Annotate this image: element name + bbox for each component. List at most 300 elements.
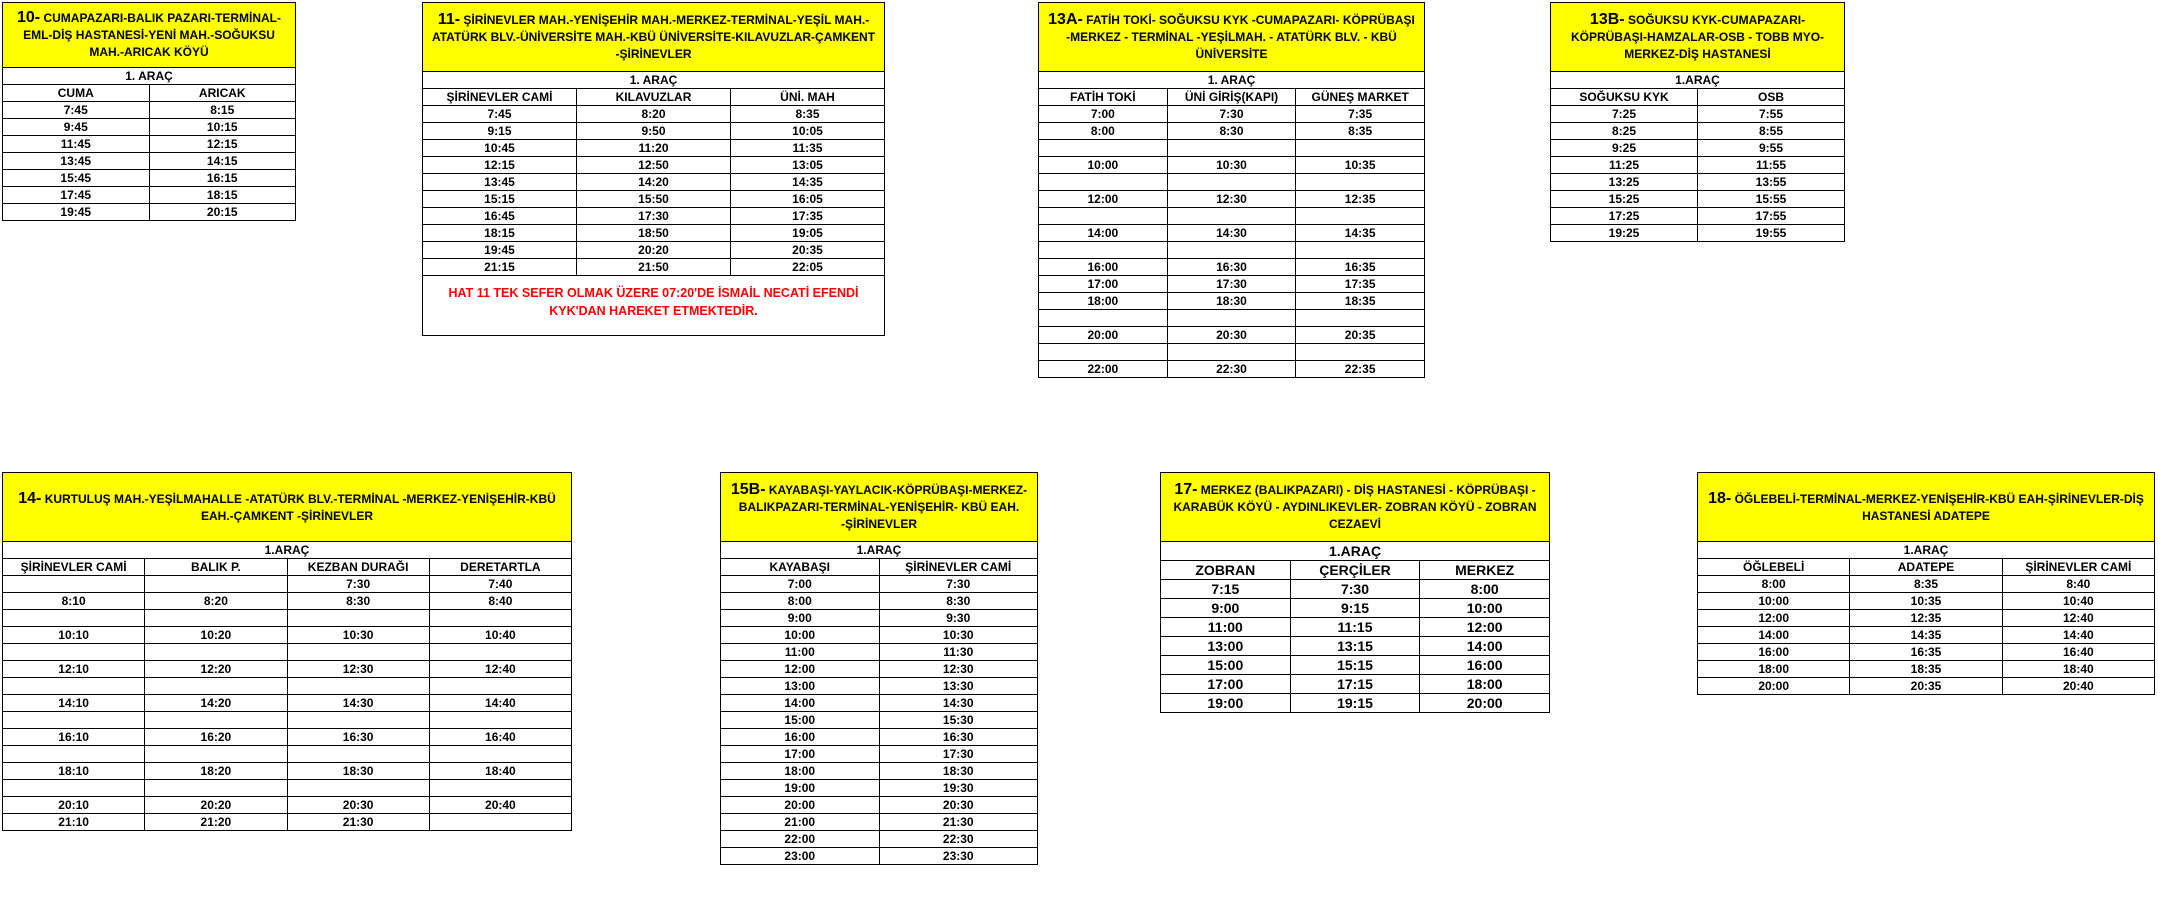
departure-time: 22:05: [731, 259, 885, 276]
table-row: [1039, 327, 1425, 344]
table-row: [721, 661, 1038, 678]
table-row: [3, 136, 296, 153]
table-row: [423, 259, 885, 276]
departure-time: 18:40: [429, 763, 571, 780]
table-row: [1039, 259, 1425, 276]
departure-time: 9:00: [1161, 599, 1291, 618]
table-row: [423, 174, 885, 191]
departure-time: 12:40: [429, 661, 571, 678]
schedule-15b: [720, 472, 1038, 865]
departure-time: 20:00: [1698, 678, 1850, 695]
table-row: [1698, 593, 2155, 610]
departure-time: [1039, 344, 1168, 361]
departure-time: 20:15: [149, 204, 296, 221]
table-row: [1698, 627, 2155, 644]
departure-time: [3, 576, 145, 593]
column-header: CUMA: [3, 85, 150, 102]
timetable: [2, 68, 296, 221]
departure-time: 9:00: [721, 610, 880, 627]
departure-time: 10:15: [149, 119, 296, 136]
departure-time: 14:20: [577, 174, 731, 191]
table-row: [1698, 661, 2155, 678]
column-header: ZOBRAN: [1161, 561, 1291, 580]
table-row: [3, 695, 572, 712]
departure-time: 18:15: [423, 225, 577, 242]
departure-time: 7:30: [879, 576, 1038, 593]
departure-time: [3, 712, 145, 729]
departure-time: 17:00: [1039, 276, 1168, 293]
table-row: [3, 170, 296, 187]
departure-time: 16:00: [1698, 644, 1850, 661]
departure-time: 12:10: [3, 661, 145, 678]
table-row: [423, 225, 885, 242]
departure-time: 8:40: [2002, 576, 2154, 593]
table-row: [423, 140, 885, 157]
departure-time: 14:40: [429, 695, 571, 712]
departure-time: 7:35: [1296, 106, 1425, 123]
departure-time: 12:30: [879, 661, 1038, 678]
table-row: [721, 627, 1038, 644]
departure-time: 14:30: [287, 695, 429, 712]
column-header-row: [1698, 559, 2155, 576]
departure-time: 19:45: [423, 242, 577, 259]
departure-time: [1167, 208, 1296, 225]
departure-time: 11:35: [731, 140, 885, 157]
departure-time: [145, 780, 287, 797]
vehicle-row: [1161, 542, 1550, 561]
departure-time: 18:35: [1850, 661, 2002, 678]
departure-time: 13:55: [1698, 174, 1845, 191]
departure-time: [145, 610, 287, 627]
departure-time: [429, 644, 571, 661]
departure-time: [1296, 310, 1425, 327]
vehicle-label: 1. ARAÇ: [3, 68, 296, 85]
departure-time: [1296, 344, 1425, 361]
departure-time: 15:45: [3, 170, 150, 187]
departure-time: 16:45: [423, 208, 577, 225]
departure-time: [1296, 208, 1425, 225]
table-row: [1161, 599, 1550, 618]
table-row: [721, 729, 1038, 746]
table-row: [3, 102, 296, 119]
departure-time: 10:30: [1167, 157, 1296, 174]
departure-time: 13:15: [1290, 637, 1420, 656]
departure-time: 18:50: [577, 225, 731, 242]
table-row: [1698, 610, 2155, 627]
timetable: [720, 542, 1038, 865]
departure-time: 10:35: [1296, 157, 1425, 174]
schedule-13b: [1550, 2, 1845, 242]
column-header-row: [1551, 89, 1845, 106]
departure-time: 17:45: [3, 187, 150, 204]
departure-time: 8:25: [1551, 123, 1698, 140]
table-row: [1161, 694, 1550, 713]
route-header: [2, 472, 572, 542]
departure-time: [287, 610, 429, 627]
departure-time: 14:35: [1850, 627, 2002, 644]
departure-time: 14:00: [1420, 637, 1550, 656]
table-row: [1039, 123, 1425, 140]
route-number: 10-: [17, 9, 41, 26]
departure-time: 13:25: [1551, 174, 1698, 191]
table-row: [1551, 157, 1845, 174]
departure-time: 8:35: [731, 106, 885, 123]
departure-time: 8:55: [1698, 123, 1845, 140]
schedule-18: [1697, 472, 2155, 695]
departure-time: 21:15: [423, 259, 577, 276]
column-header: ŞİRİNEVLER CAMİ: [3, 559, 145, 576]
departure-time: 10:20: [145, 627, 287, 644]
departure-time: 10:05: [731, 123, 885, 140]
departure-time: 18:10: [3, 763, 145, 780]
departure-time: [1296, 140, 1425, 157]
table-row: [721, 712, 1038, 729]
schedule-14: [2, 472, 572, 831]
route-number: 13A-: [1048, 11, 1083, 28]
departure-time: 17:30: [1167, 276, 1296, 293]
table-row: [3, 678, 572, 695]
vehicle-label: 1.ARAÇ: [1161, 542, 1550, 561]
table-row: [1161, 675, 1550, 694]
departure-time: 8:30: [287, 593, 429, 610]
departure-time: 10:40: [2002, 593, 2154, 610]
departure-time: [1296, 242, 1425, 259]
departure-time: 18:15: [149, 187, 296, 204]
table-row: [3, 153, 296, 170]
departure-time: [1167, 310, 1296, 327]
column-header: OSB: [1698, 89, 1845, 106]
departure-time: 21:20: [145, 814, 287, 831]
departure-time: 14:35: [1296, 225, 1425, 242]
departure-time: 14:00: [1039, 225, 1168, 242]
departure-time: [3, 780, 145, 797]
departure-time: 10:10: [3, 627, 145, 644]
table-row: [1161, 656, 1550, 675]
timetable: [422, 72, 885, 276]
table-row: [423, 208, 885, 225]
departure-time: 15:15: [1290, 656, 1420, 675]
departure-time: [3, 678, 145, 695]
table-row: [1039, 106, 1425, 123]
departure-time: 8:40: [429, 593, 571, 610]
departure-time: 11:00: [1161, 618, 1291, 637]
departure-time: 16:30: [287, 729, 429, 746]
departure-time: [145, 678, 287, 695]
table-row: [721, 746, 1038, 763]
departure-time: 12:35: [1296, 191, 1425, 208]
departure-time: 22:00: [1039, 361, 1168, 378]
departure-time: 18:20: [145, 763, 287, 780]
departure-time: 20:35: [1296, 327, 1425, 344]
column-header: BALIK P.: [145, 559, 287, 576]
departure-time: 11:30: [879, 644, 1038, 661]
departure-time: [1039, 310, 1168, 327]
departure-time: [145, 576, 287, 593]
table-row: [423, 106, 885, 123]
timetable: [1160, 542, 1550, 713]
column-header: FATİH TOKİ: [1039, 89, 1168, 106]
departure-time: 12:15: [423, 157, 577, 174]
vehicle-row: [423, 72, 885, 89]
departure-time: 12:30: [287, 661, 429, 678]
table-row: [1039, 157, 1425, 174]
departure-time: 12:15: [149, 136, 296, 153]
schedule-17: [1160, 472, 1550, 713]
departure-time: 20:10: [3, 797, 145, 814]
table-row: [423, 157, 885, 174]
table-row: [1039, 310, 1425, 327]
departure-time: 17:15: [1290, 675, 1420, 694]
column-header: ÇERÇİLER: [1290, 561, 1420, 580]
vehicle-row: [1039, 72, 1425, 89]
departure-time: [429, 746, 571, 763]
column-header-row: [1039, 89, 1425, 106]
departure-time: 20:20: [145, 797, 287, 814]
departure-time: [145, 712, 287, 729]
table-row: [423, 123, 885, 140]
departure-time: 8:35: [1850, 576, 2002, 593]
column-header: ADATEPE: [1850, 559, 2002, 576]
route-header: [2, 2, 296, 68]
vehicle-label: 1. ARAÇ: [423, 72, 885, 89]
route-number: 11-: [437, 11, 461, 28]
departure-time: 16:35: [1296, 259, 1425, 276]
departure-time: 19:05: [731, 225, 885, 242]
route-header: [1160, 472, 1550, 542]
departure-time: 9:15: [423, 123, 577, 140]
departure-time: [287, 644, 429, 661]
route-title: KURTULUŞ MAH.-YEŞİLMAHALLE -ATATÜRK BLV.-TERMİNAL -MERKEZ-YENİŞEHİR-KBÜ EAH.-ÇAMKENT -ŞİRİNEVLER: [44, 491, 556, 523]
departure-time: 9:45: [3, 119, 150, 136]
departure-time: 9:50: [577, 123, 731, 140]
departure-time: 12:00: [1420, 618, 1550, 637]
column-header: ÖĞLEBELİ: [1698, 559, 1850, 576]
departure-time: 7:00: [1039, 106, 1168, 123]
departure-time: 18:00: [1420, 675, 1550, 694]
departure-time: 22:00: [721, 831, 880, 848]
departure-time: 22:35: [1296, 361, 1425, 378]
departure-time: 11:20: [577, 140, 731, 157]
route-title: ŞİRİNEVLER MAH.-YENİŞEHİR MAH.-MERKEZ-TERMİNAL-YEŞİL MAH.-ATATÜRK BLV.-ÜNİVERSİTE MAH.-KBÜ ÜNİVERSİTE-KILAVUZLAR-ÇAMKENT -ŞİRİNEVLER: [431, 13, 876, 61]
departure-time: 8:00: [1420, 580, 1550, 599]
departure-time: [1167, 140, 1296, 157]
departure-time: 21:30: [879, 814, 1038, 831]
vehicle-label: 1.ARAÇ: [1551, 72, 1845, 89]
departure-time: 8:00: [721, 593, 880, 610]
departure-time: 18:40: [2002, 661, 2154, 678]
departure-time: [1167, 242, 1296, 259]
schedule-11: [422, 2, 885, 336]
departure-time: 8:10: [3, 593, 145, 610]
departure-time: 9:30: [879, 610, 1038, 627]
column-header: ŞİRİNEVLER CAMİ: [2002, 559, 2154, 576]
table-row: [1551, 208, 1845, 225]
departure-time: 21:00: [721, 814, 880, 831]
route-title-block: [727, 481, 1031, 533]
departure-time: 10:00: [1420, 599, 1550, 618]
departure-time: 17:35: [731, 208, 885, 225]
departure-time: 15:30: [879, 712, 1038, 729]
timetable: [1038, 72, 1425, 378]
table-row: [3, 661, 572, 678]
route-title-block: [1167, 481, 1543, 533]
table-row: [1698, 678, 2155, 695]
column-header: ÜNİ GİRİŞ(KAPI): [1167, 89, 1296, 106]
departure-time: 8:15: [149, 102, 296, 119]
departure-time: 8:30: [1167, 123, 1296, 140]
departure-time: 16:20: [145, 729, 287, 746]
departure-time: 20:30: [879, 797, 1038, 814]
departure-time: 7:30: [1167, 106, 1296, 123]
vehicle-label: 1.ARAÇ: [3, 542, 572, 559]
departure-time: 16:40: [429, 729, 571, 746]
departure-time: [287, 678, 429, 695]
departure-time: 15:15: [423, 191, 577, 208]
departure-time: 10:45: [423, 140, 577, 157]
departure-time: 8:00: [1039, 123, 1168, 140]
table-row: [1039, 361, 1425, 378]
route-title: ÖĞLEBELİ-TERMİNAL-MERKEZ-YENİŞEHİR-KBÜ EAH-ŞİRİNEVLER-DİŞ HASTANESİ ADATEPE: [1734, 491, 2144, 523]
departure-time: 14:00: [721, 695, 880, 712]
route-title: KAYABAŞI-YAYLACIK-KÖPRÜBAŞI-MERKEZ-BALIKPAZARI-TERMİNAL-YENİŞEHİR- KBÜ EAH. -ŞİRİNEVLER: [738, 483, 1028, 531]
column-header: SOĞUKSU KYK: [1551, 89, 1698, 106]
departure-time: 10:30: [879, 627, 1038, 644]
departure-time: 19:25: [1551, 225, 1698, 242]
departure-time: 17:30: [577, 208, 731, 225]
column-header: DERETARTLA: [429, 559, 571, 576]
departure-time: 8:35: [1296, 123, 1425, 140]
departure-time: 20:35: [731, 242, 885, 259]
departure-time: 14:00: [1698, 627, 1850, 644]
column-header: ŞİRİNEVLER CAMİ: [879, 559, 1038, 576]
route-title-block: [9, 9, 289, 61]
table-row: [3, 627, 572, 644]
schedule-10: [2, 2, 296, 221]
departure-time: 16:35: [1850, 644, 2002, 661]
column-header: KAYABAŞI: [721, 559, 880, 576]
timetable: [1697, 542, 2155, 695]
timetable: [2, 542, 572, 831]
column-header: MERKEZ: [1420, 561, 1550, 580]
table-row: [721, 763, 1038, 780]
departure-time: 10:00: [1039, 157, 1168, 174]
departure-time: 15:00: [721, 712, 880, 729]
departure-time: 18:00: [1039, 293, 1168, 310]
departure-time: 16:05: [731, 191, 885, 208]
table-row: [1161, 637, 1550, 656]
column-header: ŞİRİNEVLER CAMİ: [423, 89, 577, 106]
departure-time: 20:35: [1850, 678, 2002, 695]
route-title-block: [1557, 11, 1838, 63]
departure-time: 19:00: [721, 780, 880, 797]
departure-time: 13:30: [879, 678, 1038, 695]
table-row: [3, 729, 572, 746]
route-header: [1550, 2, 1845, 72]
table-row: [3, 797, 572, 814]
departure-time: 16:40: [2002, 644, 2154, 661]
vehicle-row: [1551, 72, 1845, 89]
departure-time: 12:00: [1039, 191, 1168, 208]
table-row: [3, 576, 572, 593]
route-number: 14-: [18, 489, 42, 507]
departure-time: 20:30: [1167, 327, 1296, 344]
departure-time: 11:45: [3, 136, 150, 153]
route-title-block: [1045, 11, 1418, 63]
column-header-row: [1161, 561, 1550, 580]
departure-time: 12:20: [145, 661, 287, 678]
route-note: HAT 11 TEK SEFER OLMAK ÜZERE 07:20'DE İSMAİL NECATİ EFENDİ KYK'DAN HAREKET ETMEKTEDİR.: [422, 276, 885, 336]
departure-time: 12:35: [1850, 610, 2002, 627]
departure-time: 16:10: [3, 729, 145, 746]
departure-time: [1296, 174, 1425, 191]
departure-time: 22:30: [879, 831, 1038, 848]
table-row: [3, 814, 572, 831]
departure-time: 11:00: [721, 644, 880, 661]
departure-time: 21:10: [3, 814, 145, 831]
table-row: [1551, 191, 1845, 208]
departure-time: 14:35: [731, 174, 885, 191]
departure-time: [429, 712, 571, 729]
departure-time: 11:15: [1290, 618, 1420, 637]
vehicle-label: 1.ARAÇ: [721, 542, 1038, 559]
table-row: [3, 763, 572, 780]
table-row: [1039, 140, 1425, 157]
column-header: ARICAK: [149, 85, 296, 102]
table-row: [721, 848, 1038, 865]
departure-time: 7:30: [1290, 580, 1420, 599]
departure-time: [3, 610, 145, 627]
table-row: [1551, 225, 1845, 242]
departure-time: 8:20: [577, 106, 731, 123]
departure-time: 8:30: [879, 593, 1038, 610]
table-row: [1039, 174, 1425, 191]
departure-time: [1039, 242, 1168, 259]
departure-time: 20:30: [287, 797, 429, 814]
vehicle-row: [1698, 542, 2155, 559]
table-row: [1698, 576, 2155, 593]
departure-time: 18:00: [1698, 661, 1850, 678]
column-header: KILAVUZLAR: [577, 89, 731, 106]
table-row: [1161, 580, 1550, 599]
column-header: GÜNEŞ MARKET: [1296, 89, 1425, 106]
departure-time: 8:20: [145, 593, 287, 610]
departure-time: 23:00: [721, 848, 880, 865]
departure-time: [3, 746, 145, 763]
departure-time: 14:40: [2002, 627, 2154, 644]
route-title-block: [9, 490, 565, 525]
departure-time: 7:00: [721, 576, 880, 593]
departure-time: 7:45: [423, 106, 577, 123]
departure-time: 14:30: [879, 695, 1038, 712]
departure-time: 11:25: [1551, 157, 1698, 174]
table-row: [721, 610, 1038, 627]
table-row: [3, 593, 572, 610]
table-row: [721, 797, 1038, 814]
departure-time: [145, 644, 287, 661]
table-row: [3, 187, 296, 204]
departure-time: 21:30: [287, 814, 429, 831]
route-title: CUMAPAZARI-BALIK PAZARI-TERMİNAL-EML-DİŞ HASTANESİ-YENİ MAH.-SOĞUKSU MAH.-ARICAK KÖYÜ: [23, 11, 281, 59]
column-header: ÜNİ. MAH: [731, 89, 885, 106]
departure-time: 16:00: [1039, 259, 1168, 276]
table-row: [721, 695, 1038, 712]
departure-time: 12:40: [2002, 610, 2154, 627]
departure-time: 22:30: [1167, 361, 1296, 378]
departure-time: 14:20: [145, 695, 287, 712]
departure-time: 14:30: [1167, 225, 1296, 242]
departure-time: 17:30: [879, 746, 1038, 763]
departure-time: 7:45: [3, 102, 150, 119]
